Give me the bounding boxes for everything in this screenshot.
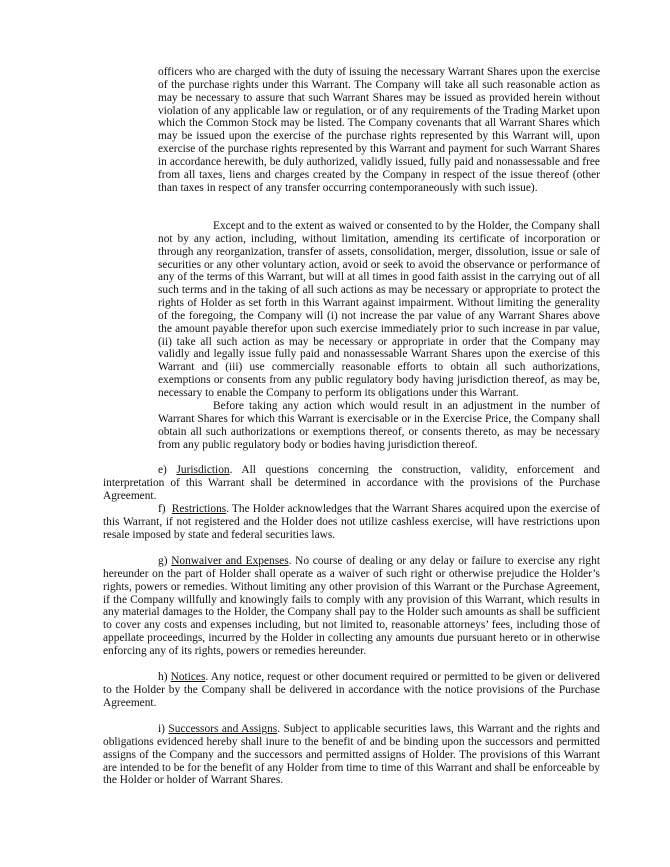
- paragraph-no-impairment: Except and to the extent as waived or consented to by the Holder, the Company shall not by any action, including, without limitation, amending its certificate of incorporation or through any reorganization, transfer of assets, consolidation, merger, dissolution, issue or sale of securities or any other voluntary action, avoid or seek to avoid the observance or performance of any of the terms of this Warrant, but will at all times in good faith assist in the carrying out of all such terms and in the taking of all such actions as may be necessary or appropriate to protect the rights of Holder as set forth in this Warrant against impairment. Without limiting the generality of the foregoing, the Company will (i) not increase the par value of any Warrant Shares above the amount payable therefor upon such exercise immediately prior to such increase in par value, (ii) take all such action as may be necessary or appropriate in order that the Company may validly and legally issue fully paid and nonassessable Warrant Shares upon the exercise of this Warrant and (iii) use commercially reasonable efforts to obtain all such authorizations, exemptions or consents from any public regulatory body having jurisdiction thereof, as may be, necessary to enable the Company to perform its obligations under this Warrant.: [158, 220, 600, 399]
- section-heading: Jurisdiction: [176, 464, 230, 476]
- section-h-notices: [103, 671, 600, 710]
- section-label: f): [158, 503, 166, 515]
- paragraph-issuance-covenant: officers who are charged with the duty of issuing the necessary Warrant Shares upon the exercise of the purchase rights under this Warrant. The Company will take all such reasonable action as may be necessary to assure that such Warrant Shares may be issued as provided herein without violation of any applicable law or regulation, or of any requirements of the Trading Market upon which the Common Stock may be listed. The Company covenants that all Warrant Shares which may be issued upon the exercise of the purchase rights represented by this Warrant will, upon exercise of the purchase rights represented by this Warrant and payment for such Warrant Shares in accordance herewith, be duly authorized, validly issued, fully paid and nonassessable and free from all taxes, liens and charges created by the Company in respect of the issue thereof (other than taxes in respect of any transfer occurring contemporaneously with such issue).: [158, 66, 600, 194]
- section-body: . No course of dealing or any delay or failure to exercise any right hereunder on the part of Holder shall operate as a waiver of such right or otherwise prejudice the Holder’s rights, powers or remedies. Without limiting any other provision of this Warrant or the Purchase Agreement, if the Company willfully and knowingly fails to comply with any provision of this Warrant, which results in any material damages to the Holder, the Company shall pay to the Holder such amounts as shall be sufficient to cover any costs and expenses including, but not limited to, reasonable attorneys’ fees, including those of appellate proceedings, incurred by the Holder in collecting any amounts due pursuant hereto or in otherwise enforcing any of its rights, powers or remedies hereunder.: [103, 555, 600, 657]
- section-heading: Restrictions: [171, 503, 227, 515]
- section-label: i): [158, 723, 165, 735]
- section-body: . Any notice, request or other document required or permitted to be given or delivered to the Holder by the Company shall be delivered in accordance with the notice provisions of the Purchase Agreement.: [103, 671, 600, 709]
- section-label: h): [158, 671, 168, 683]
- section-body: . The Holder acknowledges that the Warrant Shares acquired upon the exercise of this Warrant, if not registered and the Holder does not utilize cashless exercise, will have restrictions upon resale imposed by state and federal securities laws.: [103, 503, 601, 541]
- section-g-nonwaiver: [103, 555, 600, 658]
- section-body: . Subject to applicable securities laws, this Warrant and the rights and obligations evidenced hereby shall inure to the benefit of and be binding upon the successors and permitted assigns of the Company and the successors and permitted assigns of Holder. The provisions of this Warrant are intended to be for the benefit of any Holder from time to time of this Warrant and shall be enforceable by the Holder or holder of Warrant Shares.: [103, 723, 600, 787]
- section-label: g): [158, 555, 168, 567]
- section-heading: Notices: [170, 671, 206, 683]
- section-label: e): [158, 464, 167, 476]
- section-body: . All questions concerning the construction, validity, enforcement and interpretation of this Warrant shall be determined in accordance with the provisions of the Purchase Agreement.: [103, 464, 600, 502]
- section-heading: Nonwaiver and Expenses: [171, 555, 289, 567]
- section-i-successors: [103, 723, 600, 787]
- section-heading: Successors and Assigns: [168, 723, 278, 735]
- paragraph-authorizations: Before taking any action which would result in an adjustment in the number of Warrant Shares for which this Warrant is exercisable or in the Exercise Price, the Company shall obtain all such authorizations or exemptions thereof, or consents thereto, as may be necessary from any public regulatory body or bodies having jurisdiction thereof.: [158, 400, 600, 451]
- section-e-jurisdiction: [103, 464, 600, 503]
- section-f-restrictions: [103, 503, 600, 542]
